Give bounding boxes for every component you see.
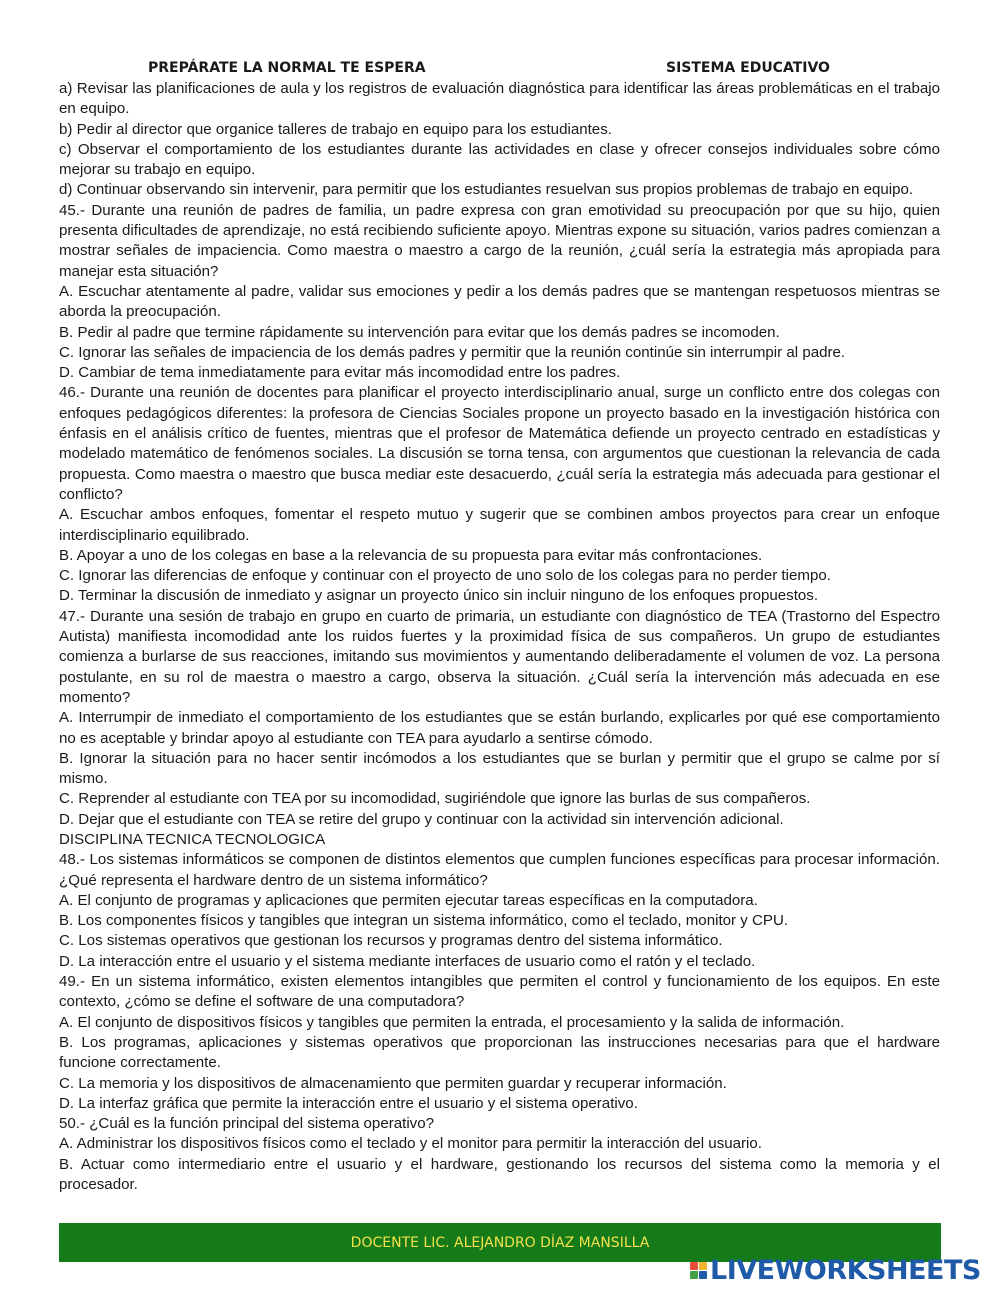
page-header — [0, 60, 1000, 80]
text-paragraph: a) Revisar las planificaciones de aula y los registros de evaluación diagnóstica para identificar las áreas problemáticas en el trabajo en equipo. — [59, 80, 940, 118]
header-left-title: PREPÁRATE LA NORMAL TE ESPERA — [148, 60, 426, 76]
text-paragraph: C. Ignorar las diferencias de enfoque y continuar con el proyecto de uno solo de los colegas para no perder tiempo. — [59, 567, 831, 585]
text-paragraph: B. Los programas, aplicaciones y sistemas operativos que proporcionan las instrucciones necesarias para que el hardware funcione correctamente. — [59, 1033, 940, 1072]
text-paragraph: D. Dejar que el estudiante con TEA se retire del grupo y continuar con la actividad sin intervención adicional. — [59, 810, 784, 828]
text-paragraph: B. Ignorar la situación para no hacer sentir incómodos a los estudiantes que se burlan y permitir que el grupo se calme por sí mismo. — [59, 749, 940, 788]
liveworksheets-wordmark: LIVEWORKSHEETS — [710, 1254, 981, 1286]
footer-teacher-name: DOCENTE LIC. ALEJANDRO DÍAZ MANSILLA — [350, 1234, 650, 1251]
text-paragraph: A. Administrar los dispositivos físicos como el teclado y el monitor para permitir la interacción del usuario. — [59, 1135, 762, 1153]
text-paragraph: 48.- Los sistemas informáticos se componen de distintos elementos que cumplen funciones específicas para procesar información. ¿Qué representa el hardware dentro de un sistema informático? — [59, 851, 940, 889]
text-paragraph: C. Los sistemas operativos que gestionan los recursos y programas dentro del sistema informático. — [59, 932, 723, 950]
text-paragraph: A. Interrumpir de inmediato el comportamiento de los estudiantes que se están burlando, explicarles por qué ese comportamiento no es aceptable y brindar apoyo al estudiante con TEA para ayudarlo a sentirse cómodo. — [59, 709, 940, 747]
text-paragraph: D. La interfaz gráfica que permite la interacción entre el usuario y el sistema operativo. — [59, 1094, 638, 1112]
text-paragraph: 46.- Durante una reunión de docentes para planificar el proyecto interdisciplinario anual, surge un conflicto entre dos colegas con enfoques pedagógicos diferentes: la profesora de Ciencias Sociales propone un proyecto basado en la investigación histórica con énfasis en el análisis crítico de fuentes, mientras que el profesor de Matemática defiende un proyecto centrado en estadísticas y modelado matemático de fenómenos sociales. La discusión se torna tensa, con argumentos que cuestionan la relevancia de cada propuesta. Como maestra o maestro que busca mediar este desacuerdo, ¿cuál sería la estrategia más adecuada para gestionar el conflicto? — [59, 384, 940, 503]
liveworksheets-watermark — [690, 1256, 981, 1284]
logo-square — [690, 1271, 698, 1279]
text-paragraph: 47.- Durante una sesión de trabajo en grupo en cuarto de primaria, un estudiante con diagnóstico de TEA (Trastorno del Espectro Autista) manifiesta incomodidad ante los ruidos fuertes y la proximidad física de sus compañeros. Un grupo de estudiantes comienza a burlarse de sus reacciones, imitando sus movimientos y aumentando deliberadamente el volumen de voz. La persona postulante, en su rol de maestra o maestro a cargo, observa la situación. ¿Cuál sería la intervención más adecuada en ese momento? — [59, 607, 940, 706]
logo-square — [699, 1262, 707, 1270]
text-paragraph: d) Continuar observando sin intervenir, para permitir que los estudiantes resuelvan sus propios problemas de trabajo en equipo. — [59, 181, 914, 199]
text-paragraph: C. Reprender al estudiante con TEA por su incomodidad, sugiriéndole que ignore las burlas de sus compañeros. — [59, 790, 811, 808]
logo-square — [690, 1262, 698, 1270]
text-paragraph: C. La memoria y los dispositivos de almacenamiento que permiten guardar y recuperar información. — [59, 1074, 727, 1092]
text-paragraph: B. Los componentes físicos y tangibles que integran un sistema informático, como el teclado, monitor y CPU. — [59, 912, 789, 930]
text-paragraph: A. El conjunto de programas y aplicaciones que permiten ejecutar tareas específicas en la computadora. — [59, 891, 758, 909]
text-paragraph: D. Terminar la discusión de inmediato y asignar un proyecto único sin incluir ninguno de los enfoques propuestos. — [59, 587, 819, 605]
document-body — [59, 79, 940, 1195]
text-paragraph: c) Observar el comportamiento de los estudiantes durante las actividades en clase y ofrecer consejos individuales sobre cómo mejorar su trabajo en equipo. — [59, 140, 940, 179]
text-paragraph: B. Apoyar a uno de los colegas en base a la relevancia de su propuesta para evitar más confrontaciones. — [59, 546, 763, 564]
text-paragraph: B. Pedir al padre que termine rápidamente su intervención para evitar que los demás padres se incomoden. — [59, 323, 780, 341]
text-paragraph: 45.- Durante una reunión de padres de familia, un padre expresa con gran emotividad su preocupación por que su hijo, quien presenta dificultades de aprendizaje, no está recibiendo suficiente apoyo. Mientras expone su situación, varios padres comienzan a mostrar señales de impaciencia. Como maestra o maestro a cargo de la reunión, ¿cuál sería la estrategia más apropiada para manejar esta situación? — [59, 201, 940, 280]
header-right-title: SISTEMA EDUCATIVO — [666, 60, 830, 76]
liveworksheets-logo-icon — [690, 1262, 707, 1279]
text-paragraph: A. Escuchar ambos enfoques, fomentar el respeto mutuo y sugerir que se combinen ambos proyectos para crear un enfoque interdisciplinario equilibrado. — [59, 506, 940, 544]
text-paragraph: A. El conjunto de dispositivos físicos y tangibles que permiten la entrada, el procesamiento y la salida de información. — [59, 1013, 845, 1031]
text-paragraph: DISCIPLINA TECNICA TECNOLOGICA — [59, 830, 326, 848]
text-paragraph: B. Actuar como intermediario entre el usuario y el hardware, gestionando los recursos del sistema como la memoria y el procesador. — [59, 1155, 940, 1194]
text-paragraph: 50.- ¿Cuál es la función principal del sistema operativo? — [59, 1115, 435, 1133]
text-paragraph: D. Cambiar de tema inmediatamente para evitar más incomodidad entre los padres. — [59, 364, 621, 382]
text-paragraph: C. Ignorar las señales de impaciencia de los demás padres y permitir que la reunión continúe sin interrumpir al padre. — [59, 343, 846, 361]
text-paragraph: D. La interacción entre el usuario y el sistema mediante interfaces de usuario como el ratón y el teclado. — [59, 952, 756, 970]
text-paragraph: 49.- En un sistema informático, existen elementos intangibles que permiten el control y funcionamiento de los equipos. En este contexto, ¿cómo se define el software de una computadora? — [59, 973, 940, 1011]
text-paragraph: b) Pedir al director que organice talleres de trabajo en equipo para los estudiantes. — [59, 120, 612, 138]
logo-square — [699, 1271, 707, 1279]
text-paragraph: A. Escuchar atentamente al padre, validar sus emociones y pedir a los demás padres que se mantengan respetuosos mientras se aborda la preocupación. — [59, 282, 940, 321]
